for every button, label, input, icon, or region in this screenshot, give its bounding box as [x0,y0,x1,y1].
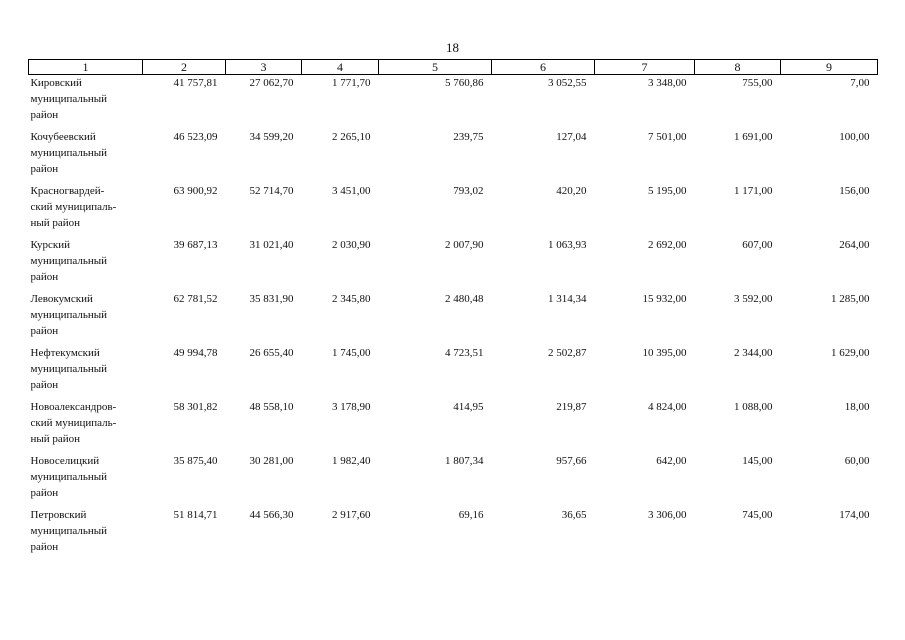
cell-value-col-2: 51 814,71 [173,509,218,521]
cell-value-col-5: 2 480,48 [445,293,484,305]
cell-value-col-8: 145,00 [742,455,773,467]
cell-value-col-8: 755,00 [742,77,773,89]
cell-value-col-6: 1 063,93 [548,239,587,251]
cell-value-col-2: 46 523,09 [173,131,218,143]
district-name: Нефтекумский муниципальный район [30,347,108,391]
cell-value-col-2: 49 994,78 [173,347,218,359]
table-row [29,399,878,453]
column-header-1: 1 [29,60,143,75]
cell-value-col-9: 100,00 [839,131,870,143]
table-row [29,291,878,345]
cell-value-col-4: 3 178,90 [332,401,371,413]
cell-value-col-5: 2 007,90 [445,239,484,251]
cell-value-col-3: 44 566,30 [249,509,294,521]
cell-value-col-9: 174,00 [839,509,870,521]
cell-value-col-7: 4 824,00 [648,401,687,413]
page-number: 18 [446,40,459,55]
cell-value-col-4: 2 265,10 [332,131,371,143]
cell-value-col-6: 36,65 [561,509,587,521]
column-header-9: 9 [781,60,878,75]
cell-value-col-5: 5 760,86 [445,77,484,89]
cell-value-col-2: 63 900,92 [173,185,218,197]
cell-value-col-7: 10 395,00 [642,347,687,359]
cell-value-col-4: 1 745,00 [332,347,371,359]
cell-value-col-4: 2 030,90 [332,239,371,251]
cell-value-col-7: 7 501,00 [648,131,687,143]
cell-value-col-4: 3 451,00 [332,185,371,197]
cell-value-col-4: 2 345,80 [332,293,371,305]
district-name: Новоалександров- ский муниципаль- ный район [30,401,117,445]
cell-value-col-9: 1 629,00 [831,347,870,359]
column-header-3: 3 [226,60,302,75]
column-header-4: 4 [302,60,379,75]
cell-value-col-2: 58 301,82 [173,401,218,413]
district-name: Курский муниципальный район [30,239,108,283]
cell-value-col-3: 34 599,20 [249,131,294,143]
cell-value-col-3: 31 021,40 [249,239,294,251]
column-header-8: 8 [695,60,781,75]
cell-value-col-8: 607,00 [742,239,773,251]
cell-value-col-6: 3 052,55 [548,77,587,89]
district-name: Петровский муниципальный район [30,509,108,553]
cell-value-col-3: 35 831,90 [249,293,294,305]
district-name: Кировский муниципальный район [30,77,108,121]
cell-value-col-5: 793,02 [453,185,484,197]
cell-value-col-8: 2 344,00 [734,347,773,359]
cell-value-col-6: 219,87 [556,401,587,413]
cell-value-col-7: 642,00 [656,455,687,467]
data-table [28,59,878,561]
cell-value-col-6: 957,66 [556,455,587,467]
cell-value-col-5: 239,75 [453,131,484,143]
header-row [29,60,878,75]
table-row [29,75,878,130]
cell-value-col-9: 7,00 [850,77,870,89]
cell-value-col-2: 35 875,40 [173,455,218,467]
cell-value-col-8: 1 691,00 [734,131,773,143]
table-row [29,345,878,399]
cell-value-col-3: 26 655,40 [249,347,294,359]
cell-value-col-2: 41 757,81 [173,77,218,89]
table-row [29,129,878,183]
table-row [29,507,878,561]
cell-value-col-6: 1 314,34 [548,293,587,305]
cell-value-col-5: 414,95 [453,401,484,413]
cell-value-col-3: 30 281,00 [249,455,294,467]
cell-value-col-9: 264,00 [839,239,870,251]
table-row [29,183,878,237]
cell-value-col-6: 420,20 [556,185,587,197]
cell-value-col-6: 127,04 [556,131,587,143]
cell-value-col-7: 3 306,00 [648,509,687,521]
district-name: Кочубеевский муниципальный район [30,131,108,175]
cell-value-col-8: 3 592,00 [734,293,773,305]
cell-value-col-4: 2 917,60 [332,509,371,521]
cell-value-col-3: 52 714,70 [249,185,294,197]
cell-value-col-8: 1 088,00 [734,401,773,413]
column-header-2: 2 [143,60,226,75]
cell-value-col-7: 2 692,00 [648,239,687,251]
cell-value-col-7: 5 195,00 [648,185,687,197]
table-row [29,453,878,507]
cell-value-col-9: 18,00 [844,401,870,413]
district-name: Красногвардей- ский муниципаль- ный район [30,185,117,229]
cell-value-col-6: 2 502,87 [548,347,587,359]
cell-value-col-3: 27 062,70 [249,77,294,89]
cell-value-col-5: 4 723,51 [445,347,484,359]
district-name: Новоселицкий муниципальный район [30,455,108,499]
cell-value-col-9: 60,00 [844,455,870,467]
cell-value-col-8: 745,00 [742,509,773,521]
cell-value-col-5: 1 807,34 [445,455,484,467]
column-header-5: 5 [379,60,492,75]
cell-value-col-4: 1 982,40 [332,455,371,467]
cell-value-col-9: 1 285,00 [831,293,870,305]
cell-value-col-9: 156,00 [839,185,870,197]
table-row [29,237,878,291]
cell-value-col-8: 1 171,00 [734,185,773,197]
column-header-7: 7 [595,60,695,75]
cell-value-col-7: 3 348,00 [648,77,687,89]
cell-value-col-4: 1 771,70 [332,77,371,89]
district-name: Левокумский муниципальный район [30,293,108,337]
cell-value-col-5: 69,16 [458,509,484,521]
cell-value-col-2: 39 687,13 [173,239,218,251]
cell-value-col-2: 62 781,52 [173,293,218,305]
cell-value-col-7: 15 932,00 [642,293,687,305]
table-body [29,75,878,562]
cell-value-col-3: 48 558,10 [249,401,294,413]
column-header-6: 6 [492,60,595,75]
